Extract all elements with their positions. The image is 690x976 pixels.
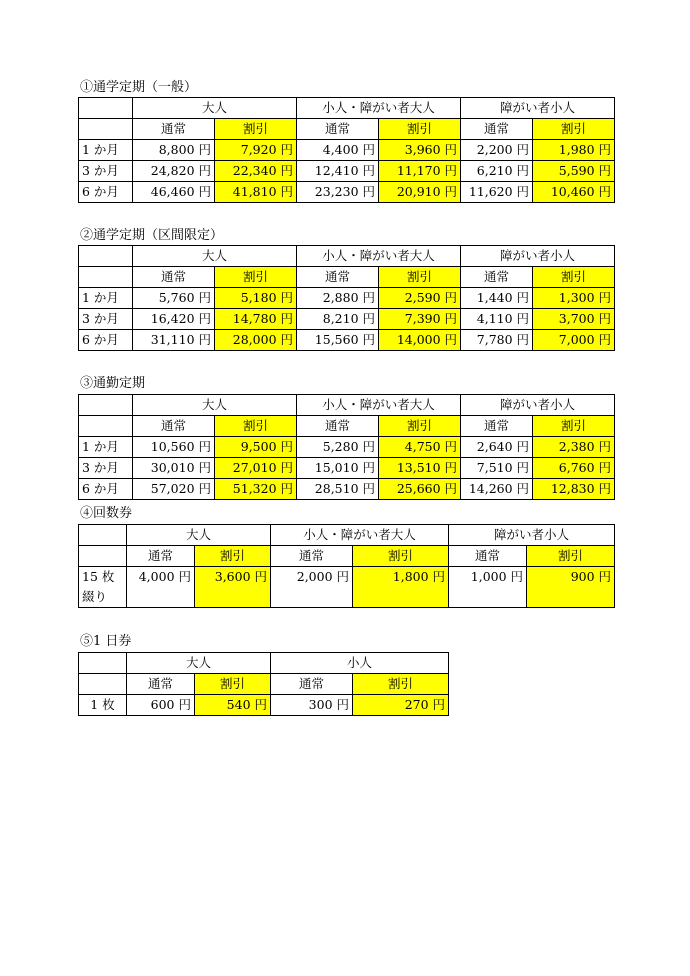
table-row <box>79 567 615 608</box>
sub-header-discount: 割引 <box>215 416 297 437</box>
table-row <box>79 695 449 716</box>
fare-cell: 46,460 円 <box>133 182 215 203</box>
fare-cell-discount: 41,810 円 <box>215 182 297 203</box>
fare-cell: 30,010 円 <box>133 458 215 479</box>
fare-cell: 31,110 円 <box>133 330 215 351</box>
fare-cell: 5,760 円 <box>133 288 215 309</box>
fare-cell-discount: 20,910 円 <box>379 182 461 203</box>
corner-cell <box>79 525 127 546</box>
fare-cell-discount: 900 円 <box>527 567 615 608</box>
row-label: 3 か月 <box>79 309 133 330</box>
fare-cell-discount: 12,830 円 <box>533 479 615 500</box>
fare-cell-discount: 25,660 円 <box>379 479 461 500</box>
sub-header-normal: 通常 <box>133 119 215 140</box>
fare-cell-discount: 2,380 円 <box>533 437 615 458</box>
group-header: 障がい者小人 <box>449 525 615 546</box>
table-row <box>79 140 615 161</box>
group-header: 障がい者小人 <box>461 246 615 267</box>
sub-header-discount: 割引 <box>353 674 449 695</box>
fare-table-one-day <box>78 652 449 716</box>
corner-cell <box>79 416 133 437</box>
table-row <box>79 479 615 500</box>
corner-cell <box>79 98 133 119</box>
group-header: 小人・障がい者大人 <box>297 98 461 119</box>
fare-cell: 1,440 円 <box>461 288 533 309</box>
fare-cell-discount: 11,170 円 <box>379 161 461 182</box>
sub-header-normal: 通常 <box>127 674 195 695</box>
sub-header-discount: 割引 <box>379 267 461 288</box>
fare-cell-discount: 9,500 円 <box>215 437 297 458</box>
fare-cell: 6,210 円 <box>461 161 533 182</box>
sub-header-discount: 割引 <box>215 119 297 140</box>
fare-cell: 15,560 円 <box>297 330 379 351</box>
fare-cell-discount: 1,980 円 <box>533 140 615 161</box>
fare-cell: 7,780 円 <box>461 330 533 351</box>
fare-cell: 4,000 円 <box>127 567 195 608</box>
sub-header-discount: 割引 <box>533 416 615 437</box>
sub-header-normal: 通常 <box>461 267 533 288</box>
fare-cell: 15,010 円 <box>297 458 379 479</box>
fare-cell: 300 円 <box>271 695 353 716</box>
fare-cell-discount: 5,590 円 <box>533 161 615 182</box>
fare-cell-discount: 27,010 円 <box>215 458 297 479</box>
fare-cell: 12,410 円 <box>297 161 379 182</box>
corner-cell <box>79 246 133 267</box>
corner-cell <box>79 395 133 416</box>
table-row <box>79 161 615 182</box>
fare-cell: 4,110 円 <box>461 309 533 330</box>
fare-cell-discount: 1,300 円 <box>533 288 615 309</box>
fare-cell: 23,230 円 <box>297 182 379 203</box>
fare-cell-discount: 4,750 円 <box>379 437 461 458</box>
row-label: 6 か月 <box>79 182 133 203</box>
fare-cell-discount: 22,340 円 <box>215 161 297 182</box>
fare-cell: 1,000 円 <box>449 567 527 608</box>
sub-header-normal: 通常 <box>271 674 353 695</box>
fare-cell: 2,880 円 <box>297 288 379 309</box>
fare-cell-discount: 3,600 円 <box>195 567 271 608</box>
fare-cell: 57,020 円 <box>133 479 215 500</box>
fare-table-student-general <box>78 97 615 203</box>
fare-cell: 2,000 円 <box>271 567 353 608</box>
sub-header-discount: 割引 <box>215 267 297 288</box>
group-header: 大人 <box>133 98 297 119</box>
table-row <box>79 330 615 351</box>
group-header: 小人・障がい者大人 <box>297 395 461 416</box>
corner-cell <box>79 267 133 288</box>
row-label: 1 か月 <box>79 140 133 161</box>
table-row <box>79 458 615 479</box>
sub-header-normal: 通常 <box>127 546 195 567</box>
table-row <box>79 437 615 458</box>
fare-cell: 7,510 円 <box>461 458 533 479</box>
fare-cell: 16,420 円 <box>133 309 215 330</box>
fare-cell-discount: 14,780 円 <box>215 309 297 330</box>
fare-cell-discount: 13,510 円 <box>379 458 461 479</box>
sub-header-discount: 割引 <box>353 546 449 567</box>
sub-header-discount: 割引 <box>195 674 271 695</box>
fare-table-work <box>78 394 615 500</box>
sub-header-discount: 割引 <box>379 119 461 140</box>
sub-header-normal: 通常 <box>271 546 353 567</box>
group-header: 小人 <box>271 653 449 674</box>
fare-cell-discount: 51,320 円 <box>215 479 297 500</box>
group-header: 大人 <box>127 525 271 546</box>
sub-header-normal: 通常 <box>133 416 215 437</box>
fare-cell-discount: 3,700 円 <box>533 309 615 330</box>
fare-cell-discount: 7,390 円 <box>379 309 461 330</box>
sub-header-normal: 通常 <box>461 416 533 437</box>
corner-cell <box>79 674 127 695</box>
fare-cell: 24,820 円 <box>133 161 215 182</box>
table-row <box>79 309 615 330</box>
fare-cell-discount: 5,180 円 <box>215 288 297 309</box>
fare-cell: 2,640 円 <box>461 437 533 458</box>
group-header: 大人 <box>133 395 297 416</box>
fare-cell-discount: 270 円 <box>353 695 449 716</box>
row-label: 6 か月 <box>79 479 133 500</box>
group-header: 小人・障がい者大人 <box>297 246 461 267</box>
fare-cell-discount: 7,920 円 <box>215 140 297 161</box>
fare-table-student-limited <box>78 245 615 351</box>
sub-header-normal: 通常 <box>297 119 379 140</box>
group-header: 障がい者小人 <box>461 395 615 416</box>
sub-header-normal: 通常 <box>449 546 527 567</box>
fare-cell-discount: 7,000 円 <box>533 330 615 351</box>
fare-cell-discount: 28,000 円 <box>215 330 297 351</box>
fare-cell: 2,200 円 <box>461 140 533 161</box>
fare-cell: 600 円 <box>127 695 195 716</box>
row-label: 1 か月 <box>79 437 133 458</box>
fare-cell: 8,210 円 <box>297 309 379 330</box>
group-header: 障がい者小人 <box>461 98 615 119</box>
table-row <box>79 288 615 309</box>
sub-header-normal: 通常 <box>297 267 379 288</box>
table-row <box>79 182 615 203</box>
sub-header-normal: 通常 <box>133 267 215 288</box>
row-label: 1 枚 <box>79 695 127 716</box>
group-header: 小人・障がい者大人 <box>271 525 449 546</box>
sub-header-discount: 割引 <box>533 119 615 140</box>
section-title-coupon-tickets: ④回数券 <box>80 506 133 521</box>
fare-cell: 14,260 円 <box>461 479 533 500</box>
fare-cell: 28,510 円 <box>297 479 379 500</box>
group-header: 大人 <box>133 246 297 267</box>
row-label: 3 か月 <box>79 458 133 479</box>
sub-header-normal: 通常 <box>461 119 533 140</box>
row-label: 6 か月 <box>79 330 133 351</box>
row-label: 15 枚綴り <box>79 567 127 608</box>
row-label: 1 か月 <box>79 288 133 309</box>
section-title-commuter-work: ③通勤定期 <box>80 376 146 391</box>
sub-header-discount: 割引 <box>195 546 271 567</box>
fare-cell-discount: 2,590 円 <box>379 288 461 309</box>
sub-header-discount: 割引 <box>533 267 615 288</box>
sub-header-normal: 通常 <box>297 416 379 437</box>
fare-cell-discount: 10,460 円 <box>533 182 615 203</box>
fare-cell: 5,280 円 <box>297 437 379 458</box>
corner-cell <box>79 119 133 140</box>
section-title-commuter-student-general: ①通学定期（一般） <box>80 80 198 95</box>
fare-cell-discount: 540 円 <box>195 695 271 716</box>
fare-cell: 10,560 円 <box>133 437 215 458</box>
section-title-one-day-ticket: ⑤1 日券 <box>80 634 132 649</box>
fare-cell-discount: 14,000 円 <box>379 330 461 351</box>
fare-table-coupon <box>78 524 615 608</box>
corner-cell <box>79 653 127 674</box>
fare-cell: 8,800 円 <box>133 140 215 161</box>
section-title-commuter-student-limited: ②通学定期（区間限定） <box>80 228 224 243</box>
sub-header-discount: 割引 <box>379 416 461 437</box>
fare-cell-discount: 3,960 円 <box>379 140 461 161</box>
fare-cell-discount: 1,800 円 <box>353 567 449 608</box>
fare-cell: 11,620 円 <box>461 182 533 203</box>
row-label: 3 か月 <box>79 161 133 182</box>
group-header: 大人 <box>127 653 271 674</box>
sub-header-discount: 割引 <box>527 546 615 567</box>
fare-cell-discount: 6,760 円 <box>533 458 615 479</box>
corner-cell <box>79 546 127 567</box>
fare-cell: 4,400 円 <box>297 140 379 161</box>
